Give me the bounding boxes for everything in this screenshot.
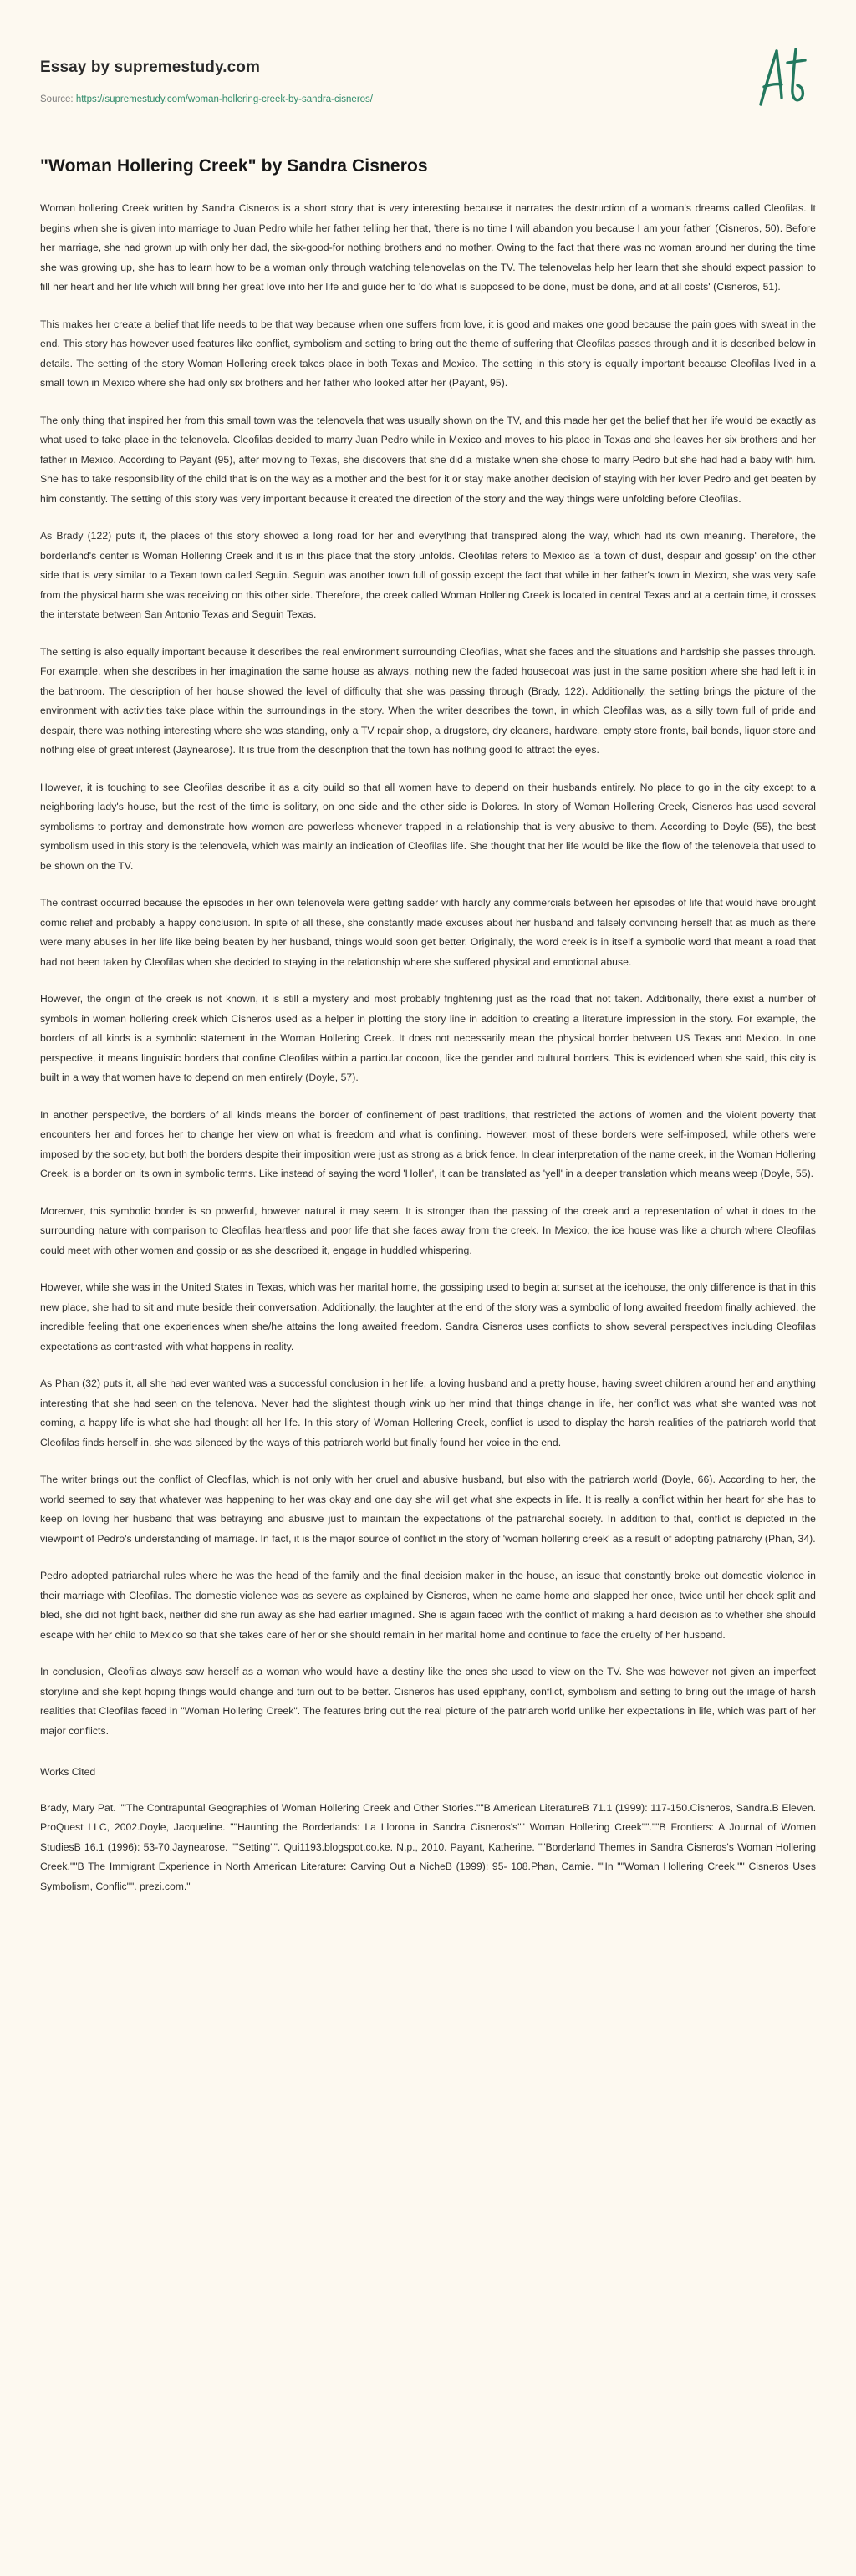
a-plus-logo-icon [756,46,808,108]
paragraph: In conclusion, Cleofilas always saw herself as a woman who would have a destiny like the ones she used to view on the TV. She was however not given an imperfect storyline and she kept hoping things would change and turn out to be better. Cisneros has used epiphany, conflict, symbolism and setting to bring out the image of harsh realities that Cleofilas faced in "Woman Hollering Creek". The features bring out the real picture of the patriarch world unlike her expectations in life, which was part of her major conflicts. [40,1666,816,1737]
paragraph: The contrast occurred because the episodes in her own telenovela were getting sadder with hardly any commercials between her episodes of life that would have brought comic relief and probably a happy conclusion. In spite of all these, she constantly made excuses about her husband and falsely convincing herself that as much as there were many abuses in her life like being beaten by her husband, things would soon get better. Originally, the word creek is in itself a symbolic word that meant a road that had not been taken by Cleofilas when she decided to staying in the relationship where she suffered physical and emotional abuse. [40,897,816,968]
essay-body [0,155,856,1930]
paragraph: As Brady (122) puts it, the places of this story showed a long road for her and everything that transpired along the way, which had its own meaning. Therefore, the borderland's center is Woman Hollering Creek and it is in this place that the story unfolds. Cleofilas refers to Mexico as 'a town of dust, despair and gossip' on the other side that is very similar to a Texan town called Seguin. Seguin was another town full of gossip except the fact that while in her father's town in Mexico, she was very safe from the physical harm she was receiving on this other side. Therefore, the creek called Woman Hollering Creek is located in central Texas and at a certain time, it crosses the interstate between San Antonio Texas and Seguin Texas. [40,530,816,621]
paragraph: The setting is also equally important because it describes the real environment surrounding Cleofilas, what she faces and the situations and hardship she passes through. For example, when she describes in her imagination the same house as always, nothing new the faded housecoat was just in the same position where she had left it in the bathroom. The description of her house showed the level of difficulty that she was passing through (Brady, 122). Additionally, the setting brings the picture of the environment with activities take place within the surroundings in the story. When the writer describes the town, in which Cleofilas was, as a silly town full of pride and despair, there was nothing interesting where she was standing, only a TV repair shop, a drugstore, dry cleaners, hardware, empty store fronts, bail bonds, liquor store and nothing else of great interest (Jaynearose). It is true from the description that the town has nothing good to attract the eyes. [40,645,816,756]
paragraph: However, the origin of the creek is not known, it is still a mystery and most probably frightening just as the road that not taken. Additionally, there exist a number of symbols in woman hollering creek which Cisneros used as a helper in plotting the story line in addition to creating a literature impression in the story. For example, the borders of all kinds is a symbolic statement in the Woman Hollering Creek. It does not necessarily mean the physical border between US Texas and Mexico. In one perspective, it means linguistic borders that confine Cleofilas within a particular cocoon, like the gender and cultural borders. This is evidenced when she said, this city is built in a way that women have to depend on men entirely (Doyle, 57). [40,993,816,1084]
paragraph: However, it is touching to see Cleofilas describe it as a city build so that all women have to depend on their husbands entirely. No place to go in the city except to a neighboring lady's house, but the rest of the time is solitary, on one side and the other side is Dolores. In story of Woman Hollering Creek, Cisneros has used several symbolisms to portray and demonstrate how women are powerless whenever trapped in a relationship that is very abusive to them. According to Doyle (55), the best symbolism used in this story is the telenovela, which was mainly an indication of Cleofilas life. She thought that her life would be like the flow of the telenovela that used to be shown on the TV. [40,781,816,872]
paragraph: Pedro adopted patriarchal rules where he was the head of the family and the final decision maker in the house, an issue that constantly broke out domestic violence in their marriage with Cleofilas. The domestic violence was as severe as explained by Cisneros, when he came home and slapped her once, twice until her cheek split and bled, she did not fight back, neither did she run away as she had earlier imagined. She is again faced with the conflict of making a hard decision as to whether she should escape with her child to Mexico so that she takes care of her or she should remain in her marital home and continue to face the cruelty of her husband. [40,1570,816,1641]
page-title: "Woman Hollering Creek" by Sandra Cisneros [40,156,428,176]
paragraph: However, while she was in the United States in Texas, which was her marital home, the gossiping used to begin at sunset at the icehouse, the only difference is that in this new place, she had to sit and mute beside their conversation. Additionally, the laughter at the end of the story was a symbolic of long awaited freedom finally achieved, the incredible feeling that one experiences when she/he attains the long awaited freedom. Sandra Cisneros uses conflicts to show several perspectives including Cleofilas expectations as contrasted with what happens in reality. [40,1281,816,1352]
document-header [0,0,856,127]
paragraph: Woman hollering Creek written by Sandra Cisneros is a short story that is very interesting because it narrates the destruction of a woman's dreams called Cleofilas. It begins when she is given into marriage to Juan Pedro while her father telling her that, 'there is no time I will abandon you because I am your father' (Cisneros, 50). Before her marriage, she had grown up with only her dad, the six-good-for nothing brothers and no mother. Owing to the fact that there was no woman around her during the time she was growing up, she has to learn how to be a woman only through watching telenovelas on the TV. The telenovelas help her learn that she should expect passion to fill her heart and her life which will bring her great love into her life and guide her to 'do what is supposed to be done, must be done, and at all costs' (Cisneros, 51). [40,202,816,293]
paragraph: This makes her create a belief that life needs to be that way because when one suffers from love, it is good and makes one good because the pain goes with sweat in the end. This story has however used features like conflict, symbolism and setting to bring out the theme of suffering that Cleofilas passes through and it is described below in details. The setting of the story Woman Hollering creek takes place in both Texas and Mexico. The setting in this story is equally important because Cleofilas lived in a small town in Mexico where she had only six brothers and her father who looked after her (Payant, 95). [40,318,816,389]
paragraph: The writer brings out the conflict of Cleofilas, which is not only with her cruel and abusive husband, but also with the patriarch world (Doyle, 66). According to her, the world seemed to say that whatever was happening to her was okay and one day she will get what she expects in life. It is really a conflict within her heart for she has to keep on loving her husband that was betraying and abusive just to maintain the expectations of the patriarchal society. In addition to that, conflict is depicted in the viewpoint of Pedro's understanding of marriage. In fact, it is the major source of conflict in the story of 'woman hollering creek' as a result of adopting patriarchy (Phan, 34). [40,1474,816,1545]
source-url-link[interactable]: https://supremestudy.com/woman-hollering-creek-by-sandra-cisneros/ [75,94,373,104]
works-cited-heading: Works Cited [40,1766,96,1779]
source-line [40,94,806,106]
paragraph: The only thing that inspired her from this small town was the telenovela that was usually shown on the TV, and this made her get the belief that her life would be exactly as what used to take place in the telenovela. Cleofilas decided to marry Juan Pedro while in Mexico and moves to his place in Texas and she leaves her six brothers and her father in Mexico. According to Payant (95), after moving to Texas, she discovers that she did a mistake when she chose to marry Pedro but she had had a baby with him. She has to take responsibility of the child that is on the way as a mother and the best for it or stay make another decision of staying with her lover Pedro and get beaten by him constantly. The setting of this story was very important because it created the direction of the story and the way things were unfolding before Cleofilas. [40,414,816,505]
source-label: Source: [40,94,74,104]
paragraph: In another perspective, the borders of all kinds means the border of confinement of past traditions, that restricted the actions of women and the violent poverty that encounters her and forces her to change her view on what is freedom and what is confining. However, most of these borders were self-imposed, while others were imposed by the society, but both the borders despite their imposition were just as strong as a brick fence. In clear interpretation of the name creek, in the Woman Hollering Creek, is a border on its own in symbolic terms. Like instead of saying the word 'Holler', it can be translated as 'yell' in a deeper translation which means weep (Doyle, 55). [40,1108,816,1180]
works-cited-text: Brady, Mary Pat. ""The Contrapuntal Geographies of Woman Hollering Creek and Other Stories.""B American LiteratureB 71.1 (1999): 117-150.Cisneros, Sandra.B Eleven. ProQuest LLC, 2002.Doyle, Jacqueline. ""Haunting the Borderlands: La Llorona in Sandra Cisneros's"" Woman Hollering Creek"".""B Frontiers: A Journal of Women StudiesB 16.1 (1996): 53-70.Jaynearose. ""Setting"". Qui1193.blogspot.co.ke. N.p., 2010. Payant, Katherine. ""Borderland Themes in Sandra Cisneros's Woman Hollering Creek.""B The Immigrant Experience in North American Literature: Carving Out a NicheB (1999): 95- 108.Phan, Camie. ""In ""Woman Hollering Creek,"" Cisneros Uses Symbolism, Conflic"". prezi.com." [40,1801,816,1892]
paragraph: As Phan (32) puts it, all she had ever wanted was a successful conclusion in her life, a loving husband and a pretty house, having sweet children around her and anything interesting that she had seen on the telenova. Never had the slightest though wink up her mind that things change in life, her conflict was what she wanted was not coming, a happy life is what she had thought all her life. In this story of Woman Hollering Creek, conflict is used to display the harsh realities of the patriarch world that Cleofilas finds herself in. she was silenced by the ways of this patriarch world but finally found her voice in the end. [40,1377,816,1448]
paragraph: Moreover, this symbolic border is so powerful, however natural it may seem. It is stronger than the passing of the creek and a representation of what it does to the surrounding nature with comparison to Cleofilas heartless and poor life that she faces away from the creek. In Mexico, the ice house was like a church where Cleofilas could meet with other women and gossip or as she described it, engage in huddled whispering. [40,1204,816,1256]
brand-title: Essay by supremestudy.com [40,59,260,76]
